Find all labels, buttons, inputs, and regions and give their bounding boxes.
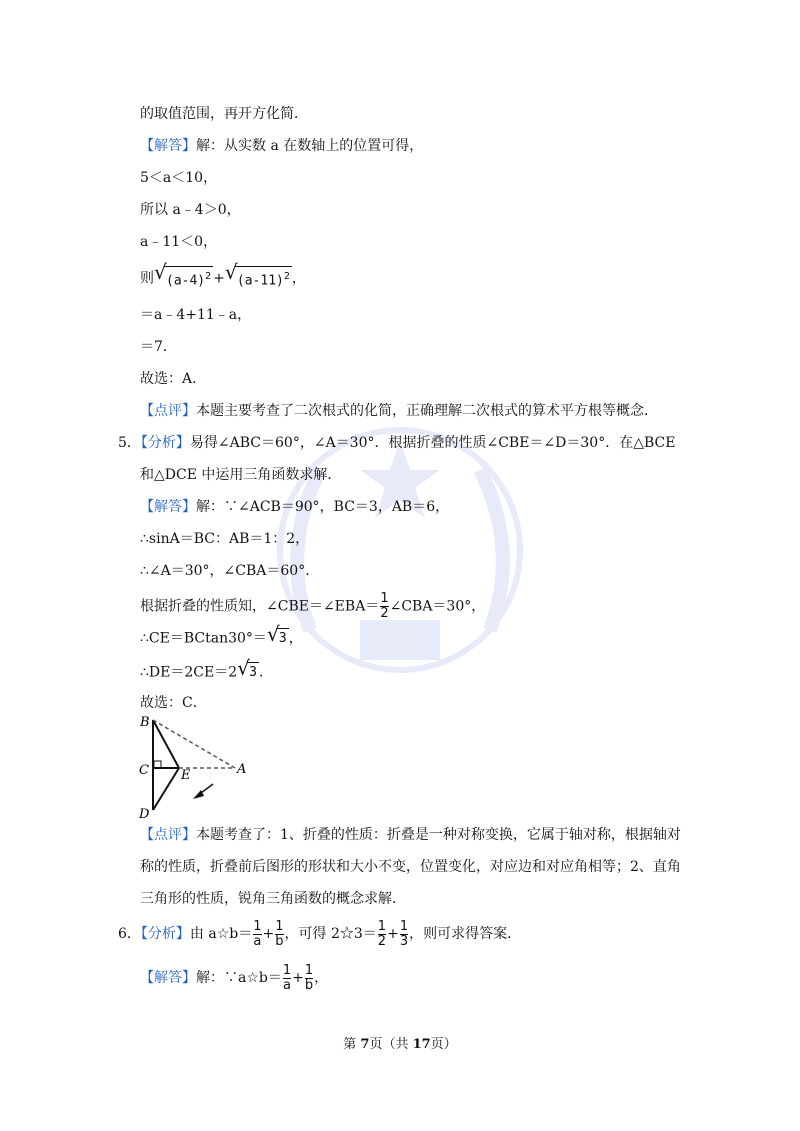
label-b: B: [140, 715, 150, 730]
radical-line: [140, 622, 303, 649]
segment-ed: [153, 768, 179, 810]
question-number: 5．: [118, 435, 141, 451]
text-line: 称的性质，折叠前后图形的形状和大小不变，位置变化，对应边和对应角相等；2、直角: [140, 859, 681, 875]
text: ∴DE＝2CE＝2: [140, 664, 238, 681]
text: ，可得 2☆3＝: [284, 926, 377, 942]
total-pages: 17: [412, 1037, 431, 1052]
page-footer: [0, 1033, 800, 1052]
plus: +: [262, 926, 275, 942]
exponent: 2: [283, 271, 290, 282]
numerator: 1: [253, 918, 262, 934]
answer-tag: 【解答】: [140, 970, 196, 986]
comment-tag: 【点评】: [140, 827, 196, 843]
fraction: [380, 592, 388, 621]
label-d: D: [139, 807, 150, 822]
text-line: 的取值范围，再开方化简．: [140, 106, 308, 122]
answer-tag: 【解答】: [140, 499, 196, 515]
text-line: 故选：C．: [140, 695, 207, 711]
radicand: 3: [247, 662, 259, 683]
footer-text: 页（共: [369, 1037, 413, 1052]
denominator: 2: [377, 933, 387, 949]
comment-tag: 【点评】: [140, 403, 196, 419]
label-c: C: [139, 763, 149, 778]
plus: +: [387, 926, 399, 942]
plus: +: [292, 970, 304, 986]
text-line: 故选：A．: [140, 371, 207, 387]
sqrt-expr: √ 3: [267, 628, 289, 649]
text-line: ∴∠A＝30°，∠CBA＝60°．: [140, 563, 320, 579]
exponent: 2: [205, 271, 212, 282]
text: 解：∵a☆b＝: [196, 970, 282, 986]
text-line: ＝7．: [140, 339, 177, 355]
sqrt-expr: √ 3: [237, 662, 259, 683]
text: ，: [291, 270, 306, 287]
denominator: a: [283, 977, 291, 993]
footer-text: 页）: [430, 1037, 457, 1052]
comment-line: [140, 401, 658, 421]
text: ∠CBA＝30°，: [389, 598, 486, 615]
radicand: (a-11): [236, 273, 284, 289]
text-line: 所以 a﹣4＞0，: [140, 202, 241, 218]
text: 则: [140, 270, 154, 287]
comment-text: 本题主要考查了二次根式的化简，正确理解二次根式的算术平方根等概念．: [196, 403, 658, 419]
analysis-tag: 【分析】: [140, 435, 190, 451]
numerator: 1: [282, 962, 292, 978]
radicand: (a-4): [166, 273, 206, 289]
label-a: A: [237, 762, 247, 777]
answer-text: 解：∵∠ACB＝90°，BC＝3，AB＝6，: [196, 499, 450, 515]
question-number: 6．: [118, 926, 141, 942]
q5-analysis: [118, 433, 675, 453]
text-line: 5＜a＜10，: [140, 170, 218, 186]
answer-line: [140, 497, 449, 517]
fraction: [283, 964, 291, 993]
text-line: a﹣11＜0，: [140, 234, 218, 250]
text: ，: [288, 630, 303, 647]
plus: +: [213, 270, 225, 287]
numerator: 1: [304, 962, 314, 978]
denominator: b: [304, 977, 314, 993]
fraction: [378, 920, 386, 949]
folding-figure: [135, 712, 265, 822]
page-number: 7: [360, 1037, 370, 1052]
radicand: 3: [277, 628, 289, 649]
q6-analysis: [118, 918, 521, 950]
denominator: a: [253, 933, 262, 949]
footer-text: 第: [343, 1037, 361, 1052]
analysis-tag: 【分析】: [140, 926, 190, 942]
comment-line: [140, 825, 681, 845]
label-e: E: [181, 768, 191, 783]
text-line: ＝a﹣4+11﹣a，: [140, 307, 252, 323]
text: 由 a☆b＝: [189, 926, 253, 942]
numerator: 1: [380, 591, 389, 606]
right-angle-mark: [154, 761, 161, 768]
text-line: ∴sinA＝BC：AB＝1：2，: [140, 531, 310, 547]
text: 根据折叠的性质知，∠CBE＝∠EBA＝: [140, 598, 380, 615]
denominator: 3: [399, 933, 409, 949]
radical-line: [140, 656, 273, 683]
sqrt-expr: √ $(a-4)^2$: [154, 266, 213, 291]
analysis-text: 易得∠ABC＝60°，∠A＝30°．根据折叠的性质∠CBE＝∠D＝30°．在△BCE: [189, 435, 676, 451]
text: ，则可求得答案．: [409, 926, 522, 942]
numerator: 1: [275, 918, 284, 934]
denominator: 2: [380, 606, 389, 621]
text-line: 三角形的性质，锐角三角函数的概念求解．: [140, 891, 406, 907]
fraction: [253, 920, 261, 949]
text: ．: [258, 664, 273, 681]
fraction: [400, 920, 408, 949]
fraction: [275, 920, 283, 949]
denominator: b: [275, 933, 284, 949]
fraction-line: [140, 591, 486, 621]
sqrt-expr: √ $(a-11)^2$: [225, 266, 292, 291]
comment-text: 本题考查了：1、折叠的性质：折叠是一种对称变换，它属于轴对称，根据轴对: [196, 827, 681, 843]
numerator: 1: [399, 918, 409, 934]
answer-tag: 【解答】: [140, 138, 196, 154]
answer-text: 解：从实数 a 在数轴上的位置可得，: [196, 138, 424, 154]
numerator: 1: [377, 918, 387, 934]
text: ，: [314, 970, 329, 986]
answer-line: [140, 962, 328, 994]
radical-line: [140, 260, 306, 291]
text-line: 和△DCE 中运用三角函数求解．: [140, 467, 342, 483]
text: ∴CE＝BCtan30°＝: [140, 630, 267, 647]
answer-line: [140, 136, 423, 156]
fraction: [305, 964, 313, 993]
